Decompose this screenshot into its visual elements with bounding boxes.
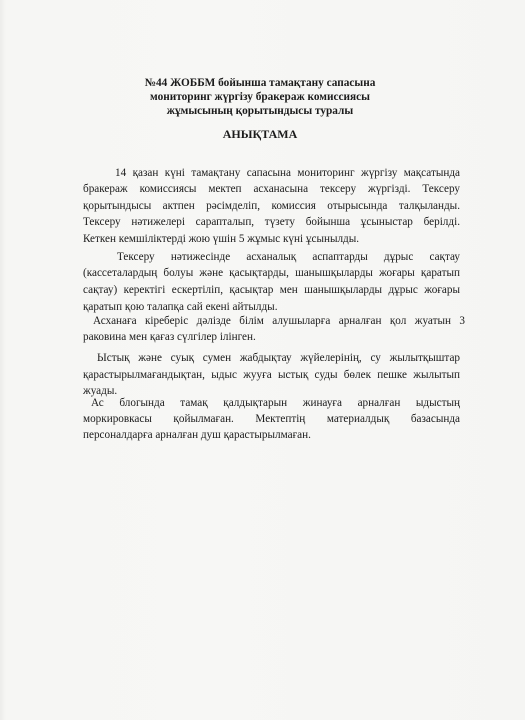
body-line: Ыстық және суық сумен жабдықтау жүйелерінің, су жылытқыштар <box>97 352 460 364</box>
body-line: қарастырылмағандықтан, ыдыс жууға ыстық суды бөлек пешке жылытып <box>83 369 460 381</box>
body-line: жуады. <box>83 385 118 397</box>
body-line: Ас блогында тамақ қалдықтарын жинауға арналған ыдыстың <box>91 397 460 409</box>
body-line: қорытындысы актпен рәсімделіп, комиссия отырысында талқыланды. <box>83 200 460 212</box>
body-line: раковина мен қағаз сүлгілер ілінген. <box>83 331 256 343</box>
body-line: Тексеру нәтижесінде асханалық аспаптарды дұрыс сақтау <box>117 251 460 263</box>
body-line: Кеткен кемшіліктерді жою үшін 5 жұмыс күні ұсынылды. <box>83 233 360 245</box>
body-line: персоналдарға арналған душ қарастырылмаған. <box>83 429 311 441</box>
heading-line: мониторинг жүргізу бракераж комиссиясы <box>150 91 370 103</box>
document-title: АНЫҚТАМА <box>222 127 298 141</box>
body-line: бракераж комиссиясы мектеп асханасына тексеру жүргізді. Тексеру <box>83 183 460 195</box>
document-heading <box>100 76 420 118</box>
body-line: (кассеталардың болуы және қасықтарды, шанышқыларды жоғары қаратып <box>83 267 460 279</box>
body-line: моркировкасы қойылмаған. Мектептің материалдық базасында <box>83 413 460 425</box>
body-line: қаратып қою талапқа сай екені айтылды. <box>83 301 278 313</box>
heading-line: жұмысының қорытындысы туралы <box>166 105 354 117</box>
body-line: Асханаға кіреберіс дәлізде білім алушыларға арналған қол жуатын 3 <box>93 315 465 327</box>
heading-line: №44 ЖОББМ бойынша тамақтану сапасына <box>144 77 376 89</box>
body-line: сақтау) керектігі ескертіліп, қасықтар мен шанышқыларды дұрыс жоғары <box>83 284 460 296</box>
body-line: Тексеру нәтижелері сарапталып, түзету бойынша ұсыныстар берілді. <box>83 216 460 228</box>
body-line: 14 қазан күні тамақтану сапасына мониторинг жүргізу мақсатында <box>115 167 460 179</box>
